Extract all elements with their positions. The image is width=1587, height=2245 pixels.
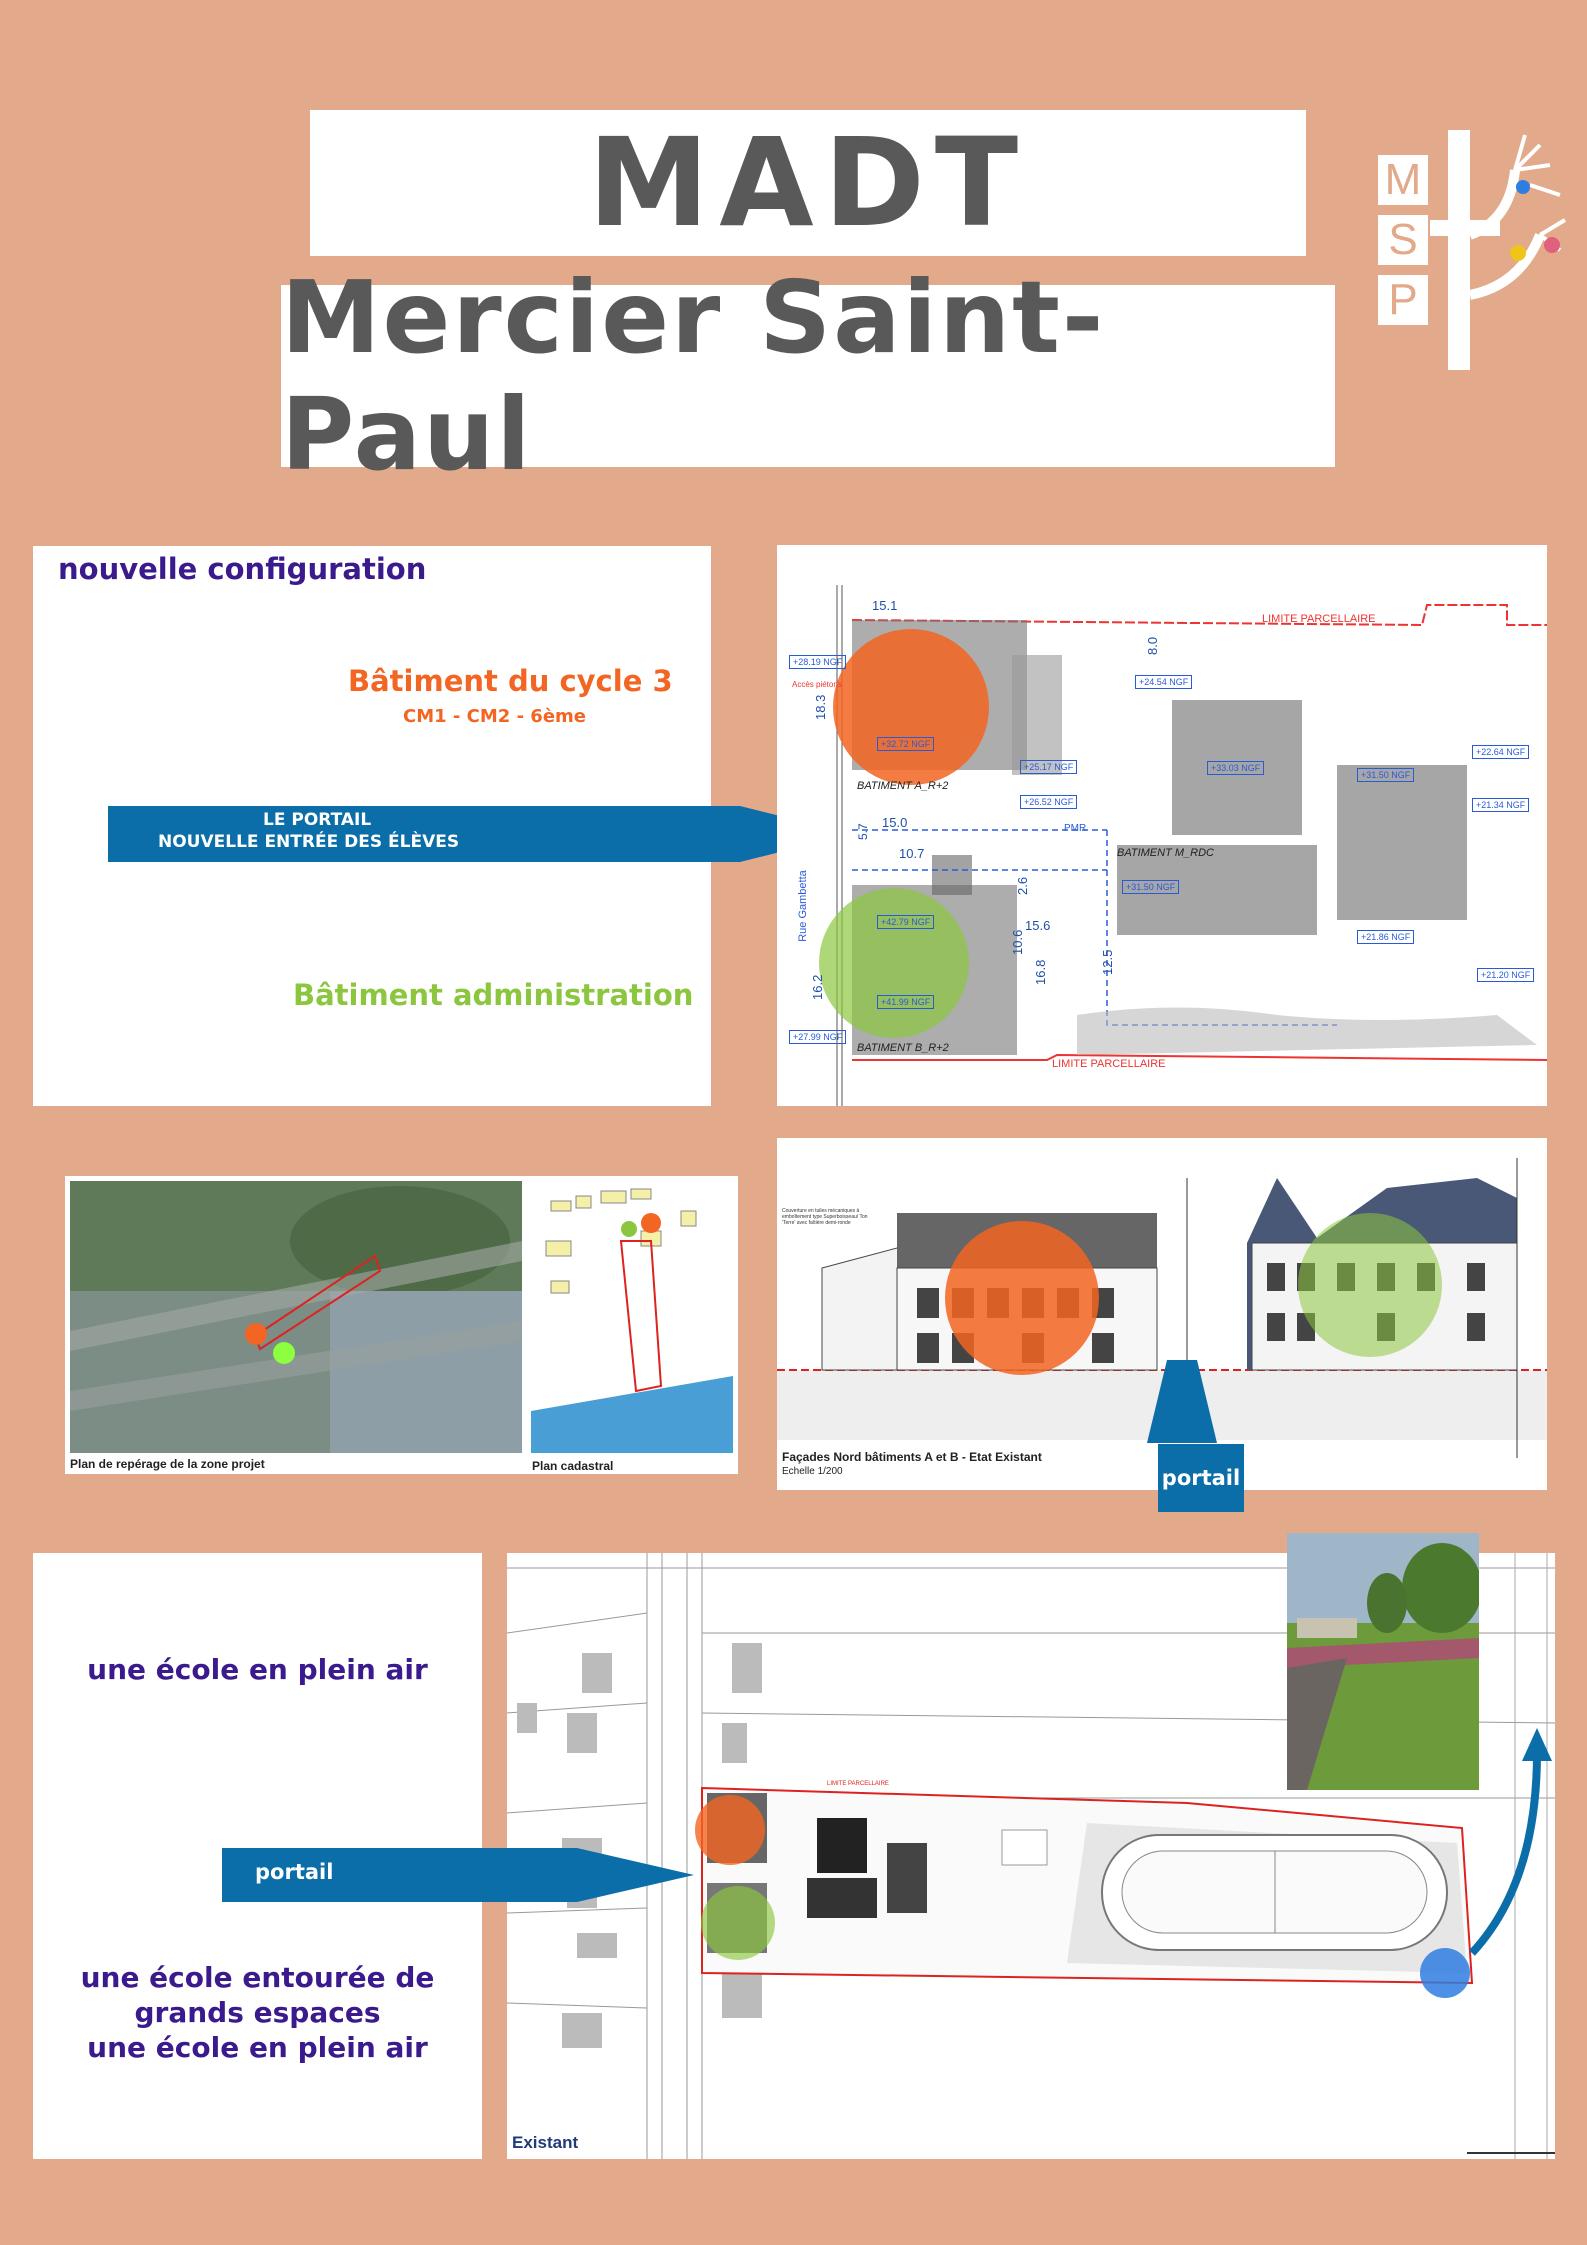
limit-bottom: LIMITE PARCELLAIRE	[1052, 1058, 1166, 1070]
svg-text:16.8: 16.8	[1033, 959, 1048, 985]
cadastral-plan	[531, 1181, 733, 1453]
facade-scale: Echelle 1/200	[782, 1466, 843, 1477]
batM-label: BATIMENT M_RDC	[1117, 847, 1214, 859]
logo-letter-p: P	[1388, 275, 1418, 324]
ngf-label: +22.64 NGF	[1472, 745, 1529, 759]
ngf-label: +26.52 NGF	[1020, 795, 1077, 809]
svg-text:10.6: 10.6	[1010, 929, 1025, 955]
svg-text:10.7: 10.7	[899, 846, 925, 861]
ngf-label: +31.50 NGF	[1357, 768, 1414, 782]
page-title: MADT	[587, 112, 1029, 254]
facade-panel	[777, 1138, 1547, 1490]
svg-text:16.2: 16.2	[810, 974, 825, 1000]
svg-text:2.6: 2.6	[1015, 876, 1030, 895]
ngf-label: +42.79 NGF	[877, 915, 934, 929]
batB-label: BATIMENT B_R+2	[857, 1042, 949, 1054]
facade-portail-label: portail	[1158, 1444, 1244, 1512]
subtitle-box	[281, 259, 1335, 493]
ngf-label: +32.72 NGF	[877, 737, 934, 751]
school-yard-photo	[1287, 1533, 1479, 1790]
ngf-label: +21.86 NGF	[1357, 930, 1414, 944]
cadastral-caption: Plan cadastral	[532, 1459, 614, 1473]
ngf-label: +24.54 NGF	[1135, 675, 1192, 689]
bottom-portail-label: portail	[255, 1860, 334, 1884]
title-box	[310, 110, 1306, 256]
tree-icon	[1430, 125, 1570, 375]
svg-text:18.3: 18.3	[813, 694, 828, 720]
aerial-caption: Plan de repérage de la zone projet	[70, 1457, 265, 1471]
portail-arrow-line2: NOUVELLE ENTRÉE DES ÉLÈVES	[158, 832, 460, 852]
grades-label: CM1 - CM2 - 6ème	[403, 706, 586, 727]
bottom-portail-arrow	[222, 1848, 700, 1902]
svg-text:15.1: 15.1	[872, 598, 898, 613]
ngf-label: +25.17 NGF	[1020, 760, 1077, 774]
batA-label: BATIMENT A_R+2	[857, 780, 949, 792]
portail-arrow	[108, 806, 858, 862]
logo-letter-s: S	[1388, 215, 1418, 264]
ngf-label: +41.99 NGF	[877, 995, 934, 1009]
facade-caption: Façades Nord bâtiments A et B - Etat Existant	[782, 1450, 1042, 1464]
ngf-label: +31.50 NGF	[1122, 880, 1179, 894]
cycle-building-label: Bâtiment du cycle 3	[348, 664, 673, 698]
ngf-label: +21.20 NGF	[1477, 968, 1534, 982]
orange-marker-1	[833, 629, 989, 785]
config-heading: nouvelle configuration	[58, 552, 427, 586]
admin-building-label: Bâtiment administration	[293, 978, 694, 1012]
ngf-label: +33.03 NGF	[1207, 761, 1264, 775]
existing-caption: Existant	[512, 2133, 579, 2152]
portail-arrow-line1: LE PORTAIL	[263, 810, 372, 830]
page-subtitle: Mercier Saint-Paul	[281, 259, 1106, 493]
svg-text:8.0: 8.0	[1145, 636, 1160, 655]
site-plan-detail	[777, 545, 1547, 1106]
svg-text:15.0: 15.0	[882, 815, 908, 830]
facade-note: Couverture en tuiles mécaniques à emboîtement type Superboisseau/ Ton 'Terre' avec faîtière demi-ronde	[782, 1208, 868, 1226]
street-label: Rue Gambetta	[796, 870, 809, 942]
acces-label: Accès piétons	[792, 680, 842, 689]
svg-text:12.5: 12.5	[1100, 949, 1115, 975]
limit-top: LIMITE PARCELLAIRE	[1262, 613, 1376, 625]
outdoor-line1: une école en plein air	[87, 1653, 428, 1686]
aerial-photo	[70, 1181, 522, 1453]
svg-text:5.7: 5.7	[856, 823, 870, 840]
ngf-label: +27.99 NGF	[789, 1030, 846, 1044]
site-limit-label: LIMITE PARCELLAIRE	[827, 1781, 889, 1787]
green-marker-1	[819, 888, 969, 1038]
outdoor-line2: une école entourée de	[80, 1961, 435, 1994]
outdoor-line3: grands espaces	[134, 1996, 381, 2029]
pmr-label: PMR	[1064, 823, 1087, 834]
maps-panel	[65, 1176, 738, 1474]
ngf-label: +21.34 NGF	[1472, 798, 1529, 812]
logo-letter-m: M	[1384, 155, 1422, 204]
ngf-label: +28.19 NGF	[789, 655, 846, 669]
outdoor-line4: une école en plein air	[87, 2031, 428, 2064]
svg-text:15.6: 15.6	[1025, 918, 1051, 933]
msp-logo	[1370, 125, 1570, 375]
